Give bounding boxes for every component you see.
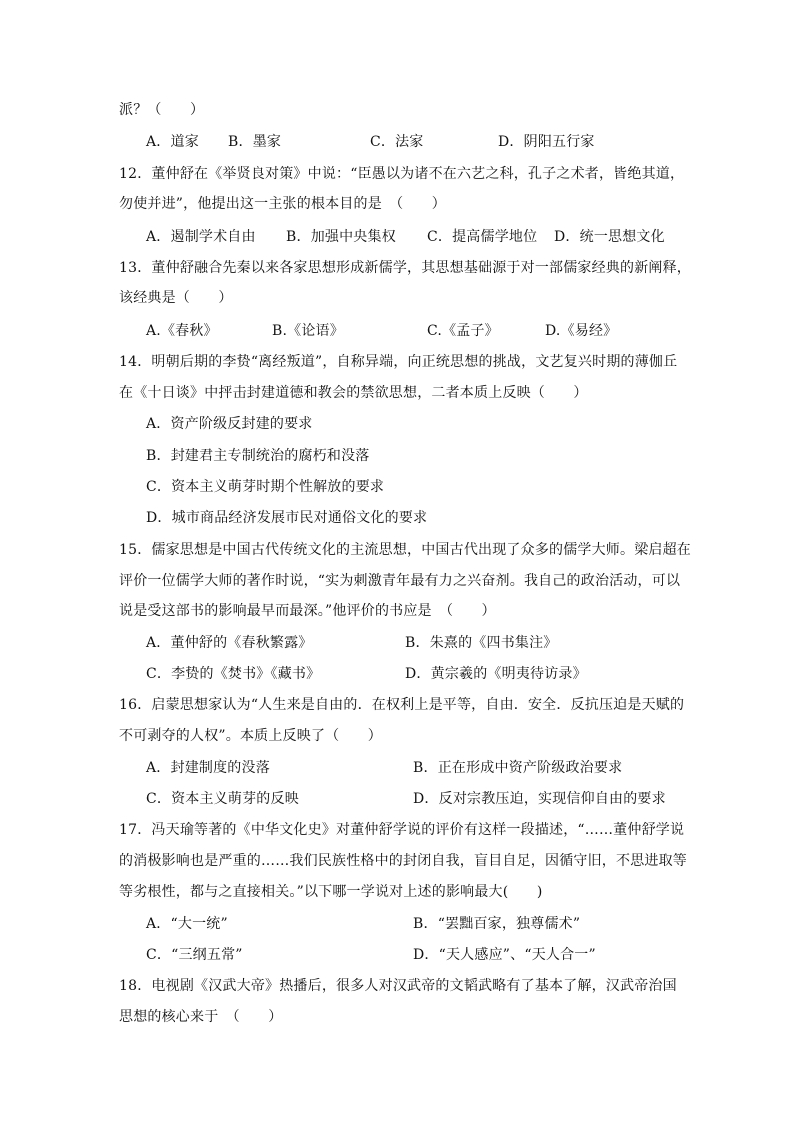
q12-option-c: C．提高儒学地位 (427, 229, 538, 245)
q17-option-a: A．“大一统” (146, 916, 228, 932)
q12-stem-1: 12．董仲舒在《举贤良对策》中说：“臣愚以为诸不在六艺之科，孔子之术者，皆绝其道， (119, 166, 685, 182)
q12-stem-2: 勿使并进”，他提出这一主张的根本目的是 （ ） (119, 196, 446, 212)
q11-option-d: D．阴阳五行家 (498, 134, 595, 150)
q18-stem-2: 思想的核心来于 （ ） (119, 1009, 283, 1025)
q13-option-a: A.《春秋》 (146, 323, 218, 339)
q16-stem-2: 不可剥夺的人权”。本质上反映了（ ） (119, 728, 382, 744)
q14-option-d: D．城市商品经济发展市民对通俗文化的要求 (146, 510, 428, 526)
q17-option-b: B．“罢黜百家，独尊儒术” (413, 916, 581, 932)
q13-option-d: D.《易经》 (545, 323, 618, 339)
q14-stem-2: 在《十日谈》中抨击封建道德和教会的禁欲思想，二者本质上反映（ ） (119, 385, 588, 401)
q12-option-b: B．加强中央集权 (286, 229, 396, 245)
q11-option-a: A．道家 (146, 134, 199, 150)
q16-option-a: A．封建制度的没落 (146, 760, 270, 776)
q17-stem-3: 等劣根性，都与之直接相关。”以下哪一学说对上述的影响最大( ) (119, 884, 543, 900)
q17-option-d: D．“天人感应”、“天人合一” (413, 947, 596, 963)
q13-stem-1: 13．董仲舒融合先秦以来各家思想形成新儒学，其思想基础源于对一部儒家经典的新阐释， (119, 260, 692, 276)
q15-option-b: B．朱熹的《四书集注》 (405, 635, 558, 651)
q15-option-d: D．黄宗羲的《明夷待访录》 (405, 666, 587, 682)
q16-option-b: B．正在形成中资产阶级政治要求 (413, 760, 623, 776)
q17-stem-2: 的消极影响也是严重的……我们民族性格中的封闭自我，盲目自足，因循守旧，不思进取等 (119, 853, 687, 869)
q18-stem-1: 18．电视剧《汉武大帝》热播后，很多人对汉武帝的文韬武略有了基本了解，汉武帝治国 (119, 978, 677, 994)
q13-option-c: C.《孟子》 (427, 323, 499, 339)
q17-stem-1: 17．冯天瑜等著的《中华文化史》对董仲舒学说的评价有这样一段描述，“……董仲舒学说 (119, 822, 685, 838)
q17-option-c: C．“三纲五常” (146, 947, 243, 963)
q13-stem-2: 该经典是（ ） (119, 290, 233, 306)
q11-tail: 派？（ ） (119, 102, 205, 118)
q14-option-a: A．资产阶级反封建的要求 (146, 416, 313, 432)
q15-option-c: C．李贽的《焚书》《藏书》 (146, 666, 321, 682)
q14-option-c: C．资本主义萌芽时期个性解放的要求 (146, 479, 385, 495)
q13-option-b: B.《论语》 (272, 323, 344, 339)
q11-option-b: B．墨家 (228, 134, 282, 150)
q15-stem-3: 说是受这部书的影响最早而最深。”他评价的书应是 （ ） (119, 603, 496, 619)
q16-option-c: C．资本主义萌芽的反映 (146, 791, 299, 807)
q14-stem-1: 14．明朝后期的李贽“离经叛道”，自称异端，向正统思想的挑战，文艺复兴时期的薄伽丘 (119, 354, 678, 370)
q14-option-b: B．封建君主专制统治的腐朽和没落 (146, 448, 370, 464)
q12-option-d: D．统一思想文化 (554, 229, 665, 245)
q11-option-c: C．法家 (370, 134, 424, 150)
q16-stem-1: 16．启蒙思想家认为“人生来是自由的．在权利上是平等，自由．安全．反抗压迫是天赋的 (119, 697, 685, 713)
q15-stem-1: 15．儒家思想是中国古代传统文化的主流思想，中国古代出现了众多的儒学大师。梁启超在 (119, 542, 692, 558)
q15-stem-2: 评价一位儒学大师的著作时说，“实为刺激青年最有力之兴奋剂。我自己的政治活动，可以 (119, 573, 681, 589)
q15-option-a: A．董仲舒的《春秋繁露》 (146, 635, 313, 651)
q12-option-a: A．遏制学术自由 (146, 229, 256, 245)
q16-option-d: D．反对宗教压迫，实现信仰自由的要求 (413, 791, 666, 807)
